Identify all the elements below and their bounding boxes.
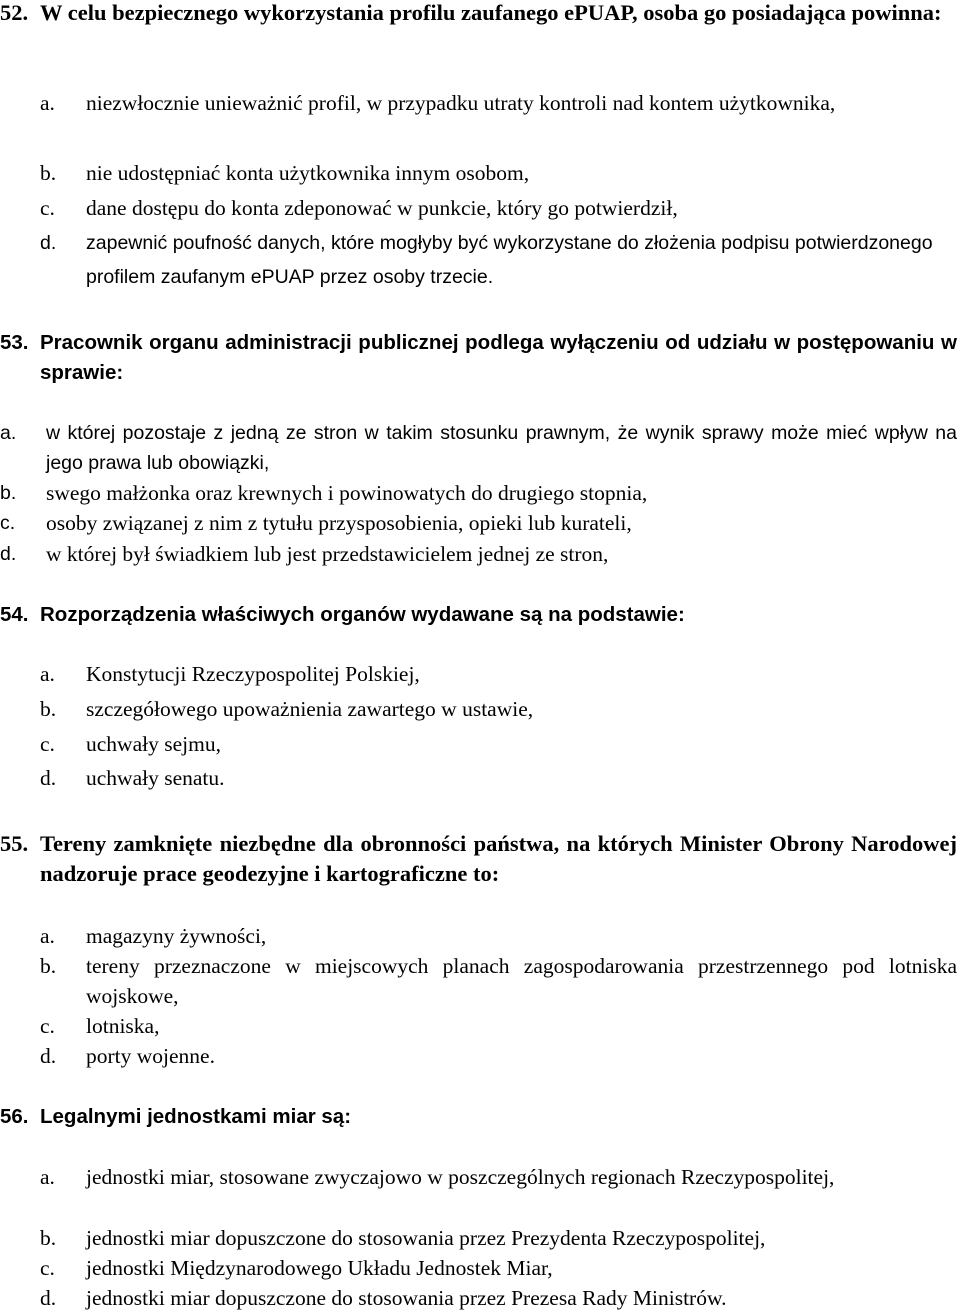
option-52-d	[40, 226, 957, 294]
option-54-b	[40, 694, 957, 724]
question-text: Rozporządzenia właściwych organów wydawane są na podstawie:	[40, 603, 685, 626]
option-53-b	[0, 478, 957, 508]
option-52-c	[40, 193, 957, 223]
option-text: jednostki miar, stosowane zwyczajowo w poszczególnych regionach Rzeczypospolitej,	[86, 1165, 835, 1189]
option-text: magazyny żywności,	[86, 924, 267, 948]
option-text: zapewnić poufność danych, które mogłyby być wykorzystane do złożenia podpisu potwierdzonego profilem zaufanym ePUAP przez osoby trzecie.	[86, 232, 933, 288]
option-text: Konstytucji Rzeczypospolitej Polskiej,	[86, 662, 420, 686]
option-56-b	[40, 1223, 957, 1253]
option-56-c	[40, 1253, 957, 1283]
option-letter: d.	[40, 1044, 57, 1068]
option-letter: c.	[40, 732, 55, 756]
option-56-d	[40, 1283, 957, 1313]
option-text: uchwały sejmu,	[86, 732, 221, 756]
option-letter: b.	[40, 161, 57, 185]
option-55-b	[40, 951, 957, 1011]
option-letter: c.	[40, 1256, 55, 1280]
option-letter: d.	[40, 1286, 57, 1310]
option-letter: a.	[40, 662, 55, 686]
question-56-heading	[0, 1102, 957, 1132]
question-text: Legalnymi jednostkami miar są:	[40, 1105, 352, 1128]
option-54-a	[40, 659, 957, 689]
option-text: nie udostępniać konta użytkownika innym osobom,	[86, 161, 530, 185]
option-letter: b.	[40, 697, 57, 721]
option-text: uchwały senatu.	[86, 766, 225, 790]
option-55-c	[40, 1011, 957, 1041]
option-letter: b.	[40, 954, 57, 978]
option-text: swego małżonka oraz krewnych i powinowatych do drugiego stopnia,	[46, 481, 648, 505]
option-letter: d.	[40, 232, 57, 254]
question-text: W celu bezpiecznego wykorzystania profilu zaufanego ePUAP, osoba go posiadająca powinna:	[40, 0, 942, 25]
option-text: dane dostępu do konta zdeponować w punkcie, który go potwierdził,	[86, 196, 678, 220]
option-text: tereny przeznaczone w miejscowych planach zagospodarowania przestrzennego pod lotniska wojskowe,	[86, 954, 957, 1008]
option-53-c	[0, 508, 957, 538]
option-55-a	[40, 921, 957, 951]
question-number: 52.	[0, 0, 29, 25]
option-54-d	[40, 763, 957, 793]
option-letter: d.	[0, 543, 17, 565]
option-letter: c.	[40, 196, 55, 220]
option-54-c	[40, 729, 957, 759]
option-text: jednostki Międzynarodowego Układu Jednostek Miar,	[86, 1256, 553, 1280]
question-52-heading	[0, 0, 957, 28]
question-number: 56.	[0, 1105, 29, 1128]
option-letter: a.	[40, 924, 55, 948]
option-text: w której był świadkiem lub jest przedstawicielem jednej ze stron,	[46, 542, 609, 566]
option-letter: c.	[0, 512, 16, 534]
question-number: 53.	[0, 331, 29, 354]
option-53-d	[0, 539, 957, 569]
question-text: Pracownik organu administracji publicznej podlega wyłączeniu od udziału w postępowaniu w sprawie:	[40, 331, 957, 384]
option-text: jednostki miar dopuszczone do stosowania przez Prezesa Rady Ministrów.	[86, 1286, 727, 1310]
option-letter: a.	[40, 1165, 55, 1189]
option-52-b	[40, 158, 957, 188]
question-text: Tereny zamknięte niezbędne dla obronności państwa, na których Minister Obrony Narodowej nadzoruje prace geodezyjne i kartograficzne to:	[40, 831, 957, 886]
option-letter: c.	[40, 1014, 55, 1038]
question-55-heading	[0, 829, 957, 889]
option-text: szczegółowego upoważnienia zawartego w ustawie,	[86, 697, 534, 721]
option-text: w której pozostaje z jedną ze stron w takim stosunku prawnym, że wynik sprawy może mieć wpływ na jego prawa lub obowiązki,	[46, 422, 957, 474]
option-text: lotniska,	[86, 1014, 160, 1038]
option-letter: a.	[0, 422, 17, 444]
question-54-heading	[0, 600, 957, 630]
question-number: 55.	[0, 831, 29, 856]
question-number: 54.	[0, 603, 29, 626]
question-53-heading	[0, 328, 957, 388]
option-text: porty wojenne.	[86, 1044, 215, 1068]
option-52-a	[40, 88, 957, 118]
option-letter: a.	[40, 91, 55, 115]
option-56-a	[40, 1162, 957, 1192]
option-letter: b.	[0, 482, 17, 504]
option-text: osoby związanej z nim z tytułu przysposobienia, opieki lub kurateli,	[46, 511, 632, 535]
option-text: jednostki miar dopuszczone do stosowania przez Prezydenta Rzeczypospolitej,	[86, 1226, 766, 1250]
option-letter: d.	[40, 766, 57, 790]
option-55-d	[40, 1041, 957, 1071]
option-text: niezwłocznie unieważnić profil, w przypadku utraty kontroli nad kontem użytkownika,	[86, 91, 836, 115]
option-letter: b.	[40, 1226, 57, 1250]
option-53-a	[0, 418, 957, 478]
